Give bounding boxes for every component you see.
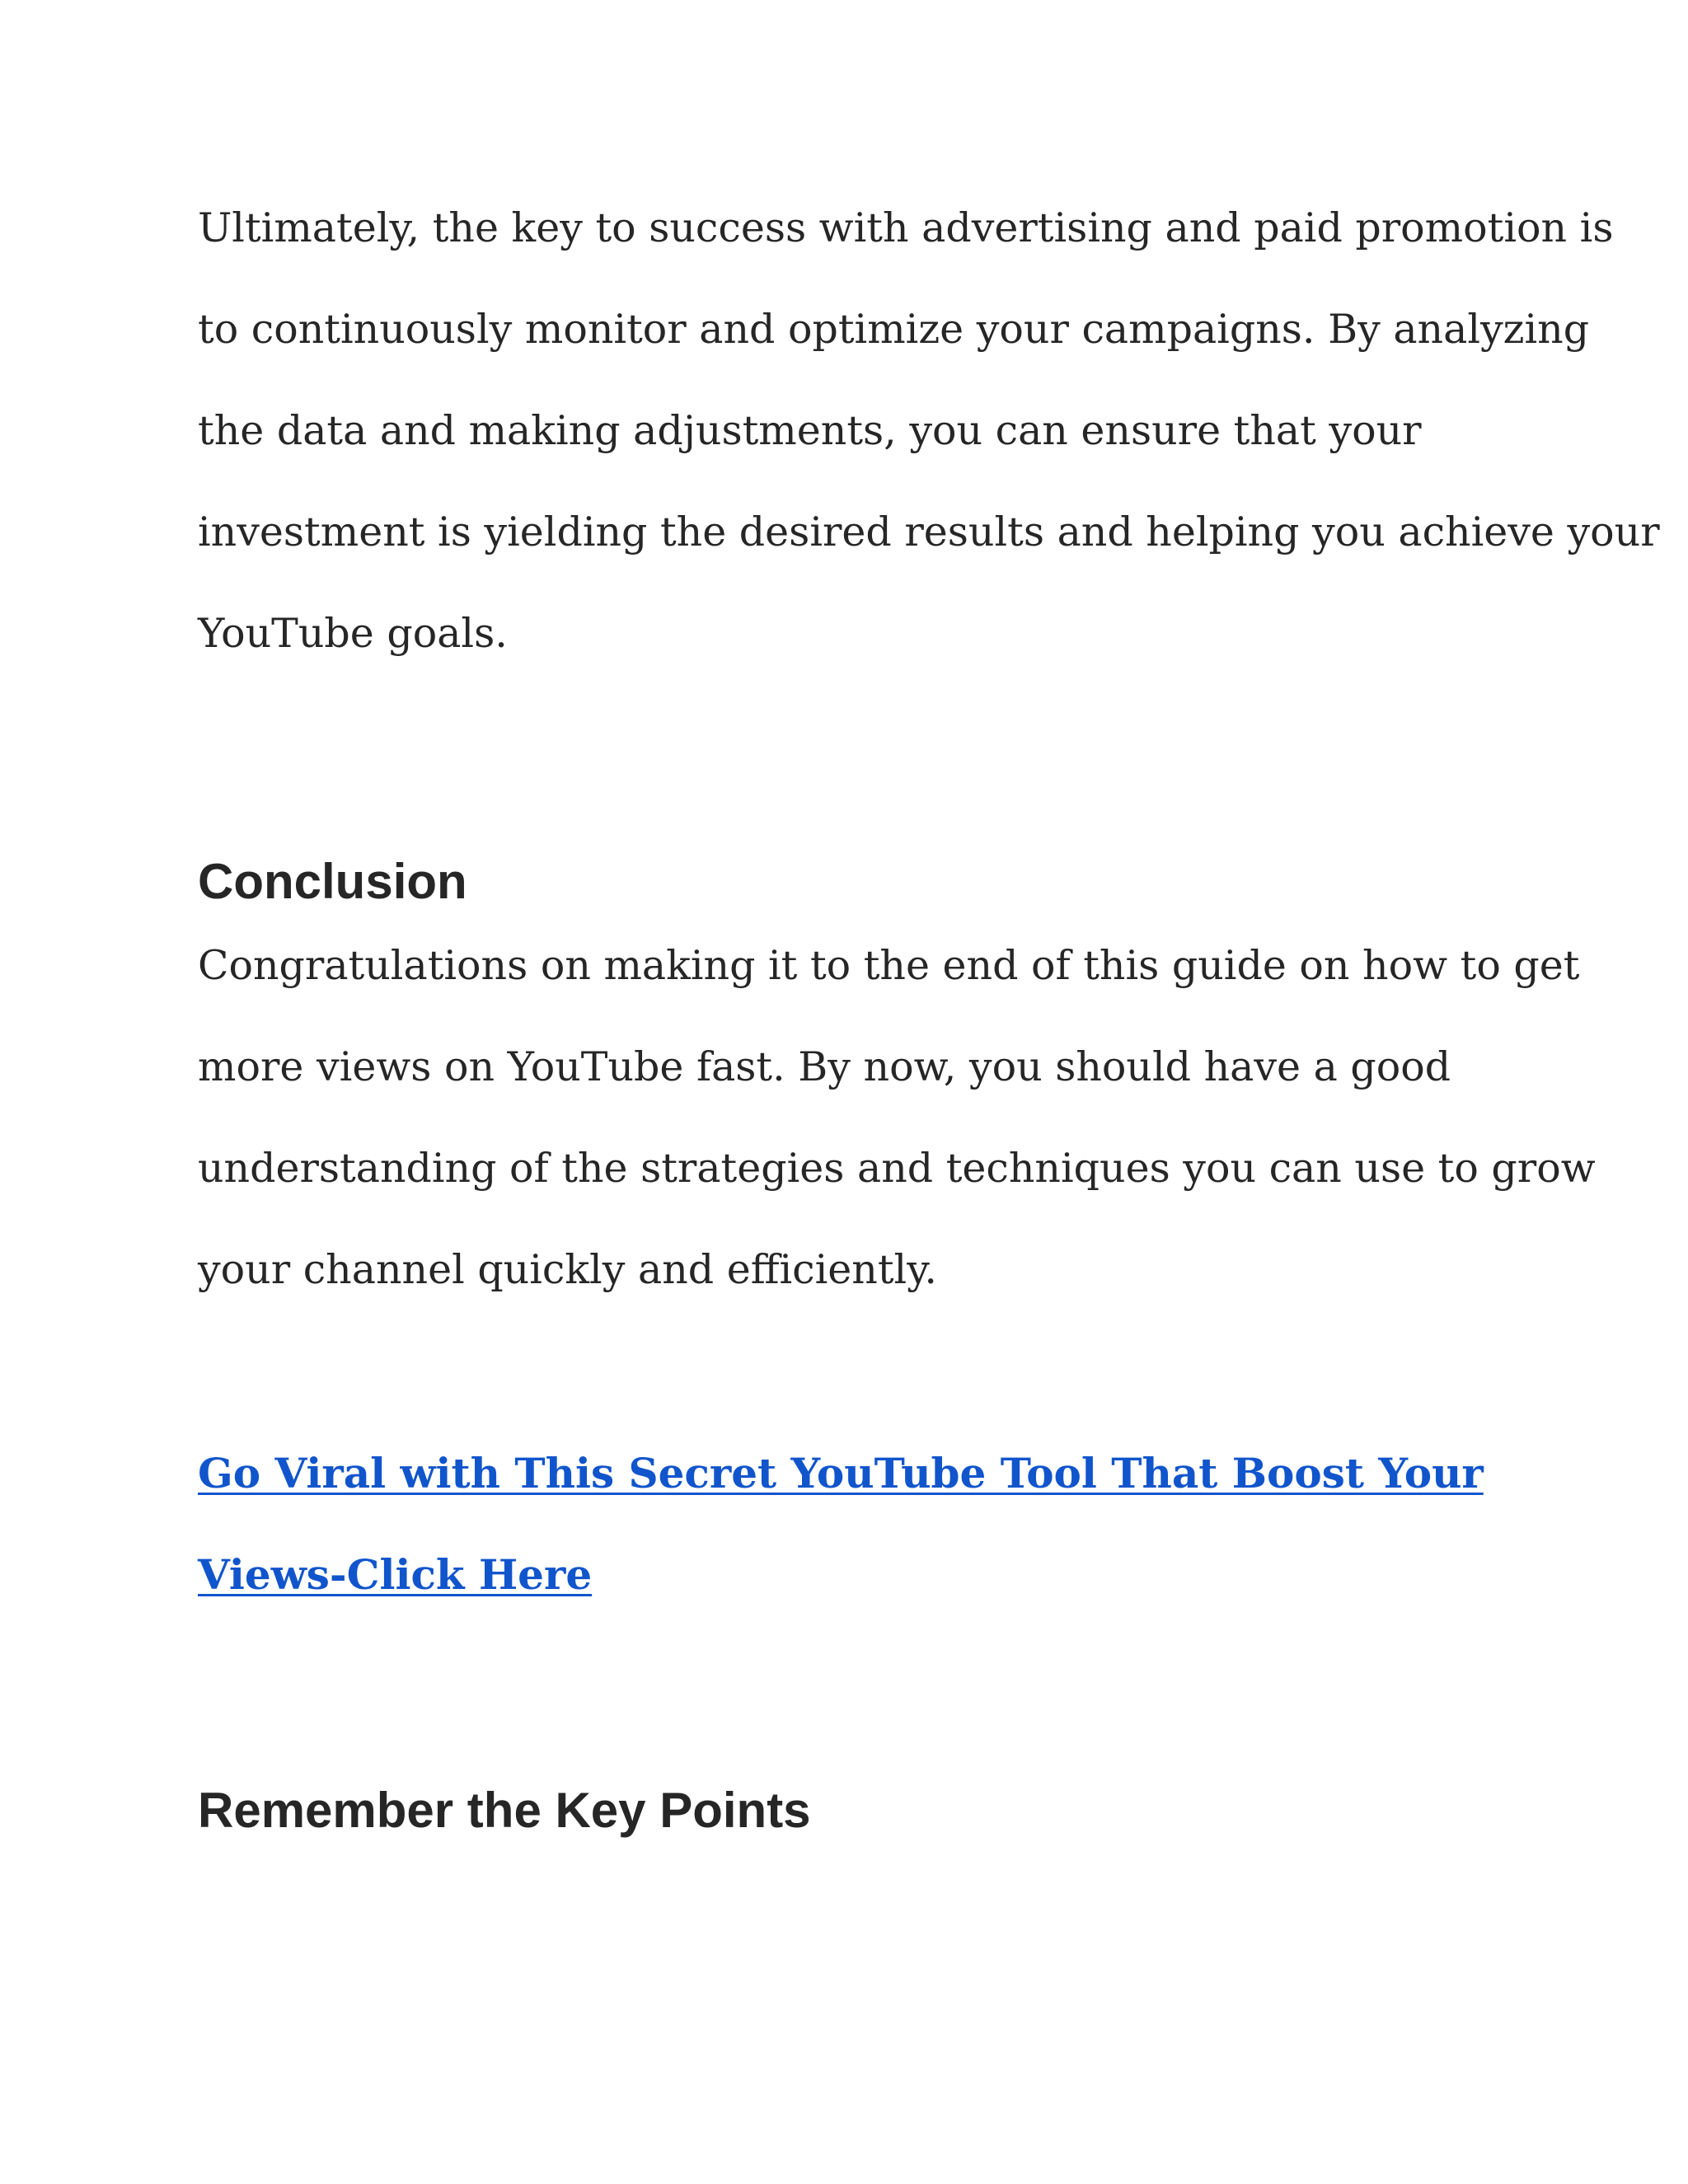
paragraph-line: the data and making adjustments, you can ensure that your (198, 407, 1422, 454)
paragraph-line: understanding of the strategies and techniques you can use to grow (198, 1145, 1596, 1192)
link-line[interactable]: Views-Click Here (198, 1550, 593, 1599)
paragraph-line: more views on YouTube fast. By now, you should have a good (198, 1043, 1451, 1090)
paragraph-line: YouTube goals. (198, 610, 508, 657)
paragraph-line: to continuously monitor and optimize your campaigns. By analyzing (198, 306, 1590, 353)
paragraph-line: Ultimately, the key to success with advertising and paid promotion is (198, 204, 1614, 251)
page-content (198, 177, 1660, 1844)
cta-block (198, 1422, 1550, 1625)
paragraph-line: investment is yielding the desired results and helping you achieve your (198, 509, 1660, 555)
advertising-paragraph (198, 177, 1660, 684)
paragraph-line: your channel quickly and efficiently. (198, 1246, 937, 1293)
link-line[interactable]: Go Viral with This Secret YouTube Tool That Boost Your (198, 1449, 1484, 1497)
paragraph-line: Congratulations on making it to the end of this guide on how to get (198, 942, 1580, 989)
conclusion-heading: Conclusion (198, 854, 467, 909)
key-points-heading: Remember the Key Points (198, 1783, 811, 1838)
go-viral-link[interactable] (198, 1422, 1550, 1625)
conclusion-paragraph (198, 915, 1596, 1320)
